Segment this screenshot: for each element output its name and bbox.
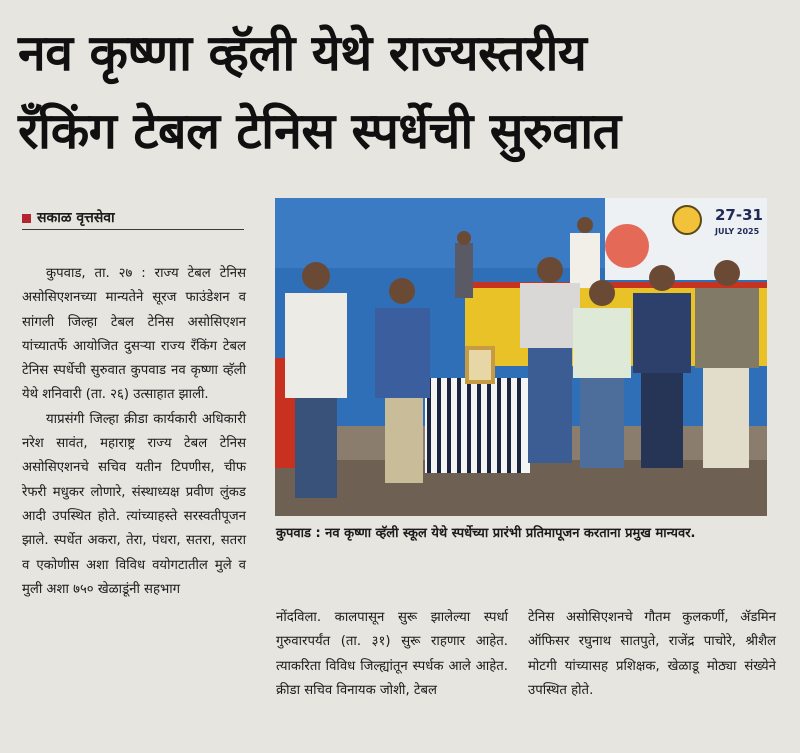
- headline-line-2: रँकिंग टेबल टेनिस स्पर्धेची सुरुवात: [18, 102, 621, 160]
- article-column-1: [22, 262, 246, 602]
- article-paragraph-2: याप्रसंगी जिल्हा क्रीडा कार्यकारी अधिकारी नरेश सावंत, महाराष्ट्र राज्य टेबल टेनिस असोसिएशनचे सचिव यतीन टिपणीस, चीफ रेफरी मधुकर लोणारे, संस्थाध्यक्ष प्रवीण लुंकड आदी उपस्थित होते. त्यांच्याहस्ते सरस्वतीपूजन झाले. स्पर्धेत अकरा, तेरा, पंधरा, सतरा, सतरा व एकोणीस अशा विविध वयोगटातील मुले व मुली अशा ७५० खेळाडूंनी सहभाग: [22, 411, 246, 597]
- photo-caption: कुपवाड : नव कृष्णा व्हॅली स्कूल येथे स्पर्धेच्या प्रारंभी प्रतिमापूजन करताना प्रमुख मान्यवर.: [276, 526, 696, 541]
- article-column-2: [276, 606, 508, 703]
- banner-dates: 27-31: [715, 206, 763, 224]
- article-paragraph-4: टेनिस असोसिएशनचे गौतम कुलकर्णी, ॲडमिन ऑफिसर रघुनाथ सातपुते, राजेंद्र पाचोरे, श्रीशैल मोटगी यांच्यासह प्रशिक्षक, खेळाडू मोठ्या संख्येने उपस्थित होते.: [528, 610, 776, 698]
- article-column-3: [528, 606, 776, 703]
- article-paragraph-1: कुपवाड, ता. २७ : राज्य टेबल टेनिस असोसिएशनच्या मान्यतेने सूरज फाउंडेशन व सांगली जिल्हा टेबल टेनिस असोसिएशन यांच्यातर्फे आयोजित दुसऱ्या राज्य रँकिंग टेबल टेनिस स्पर्धेची सुरुवात कुपवाड नव कृष्णा व्हॅली येथे शनिवारी (ता. २६) उत्साहात झाली.: [22, 266, 246, 403]
- banner-month: JULY 2025: [715, 227, 760, 236]
- byline-square-icon: [22, 214, 31, 223]
- article-paragraph-3: नोंदविला. कालपासून सुरू झालेल्या स्पर्धा गुरुवारपर्यंत (ता. ३१) सुरू राहणार आहेत. त्याकरिता विविध जिल्ह्यांतून स्पर्धक आले आहेत. क्रीडा सचिव विनायक जोशी, टेबल: [276, 610, 508, 698]
- byline: [22, 207, 244, 230]
- headline-line-1: नव कृष्णा व्हॅली येथे राज्यस्तरीय: [18, 24, 587, 82]
- news-photo: [275, 198, 767, 516]
- byline-text: सकाळ वृत्तसेवा: [37, 210, 115, 226]
- news-photo-illustration: [275, 198, 767, 516]
- headline: [18, 14, 788, 170]
